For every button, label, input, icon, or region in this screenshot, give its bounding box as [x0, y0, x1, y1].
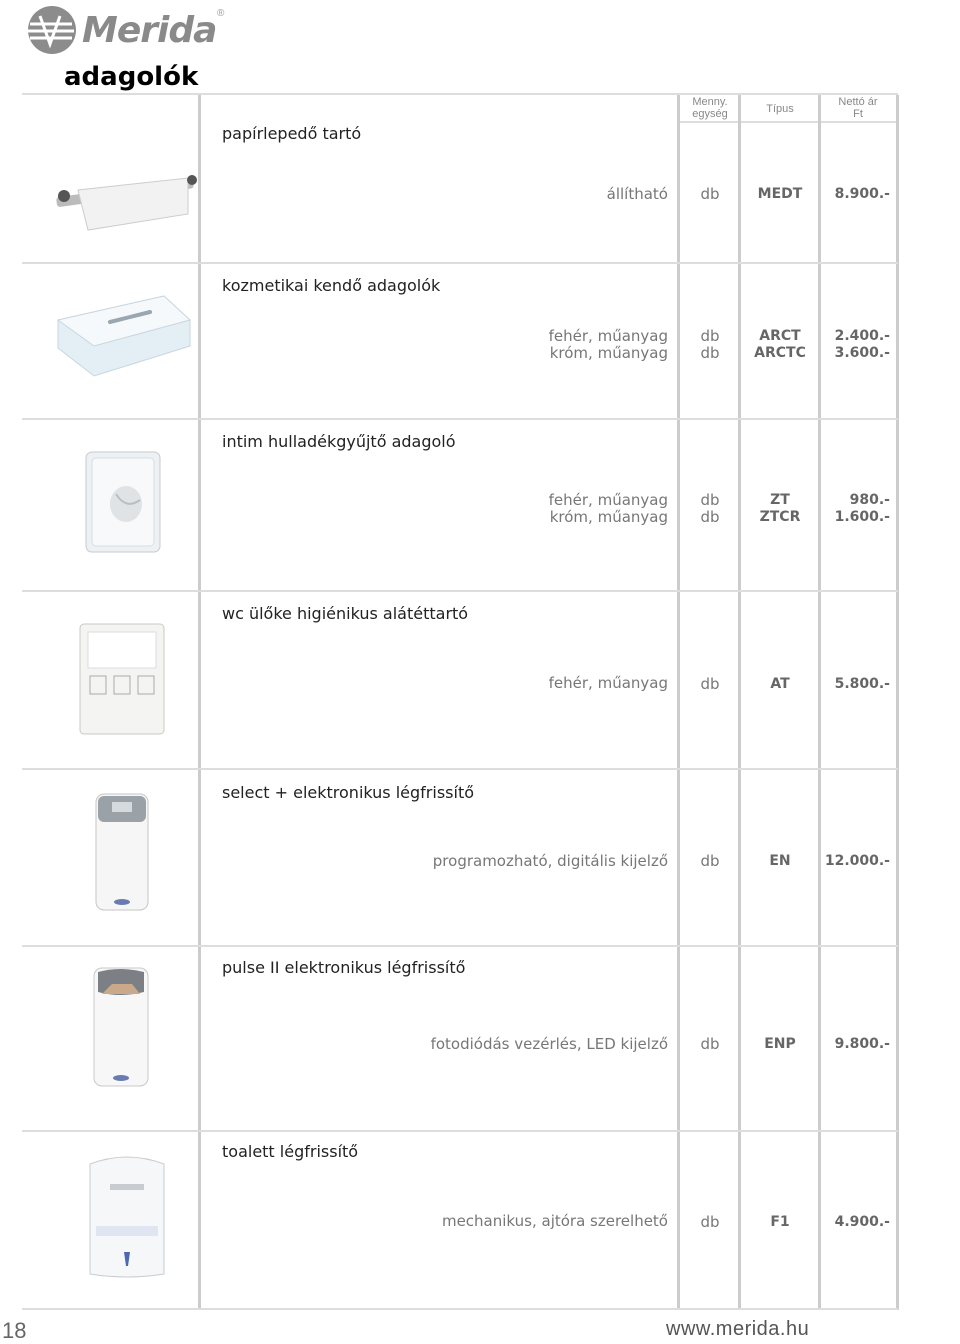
- product-description: króm, műanyag: [549, 344, 668, 362]
- pulse-air-freshener-image: [90, 964, 152, 1090]
- section-separator: [22, 768, 898, 770]
- header-bottom-line: [678, 121, 898, 123]
- section-separator: [22, 262, 898, 264]
- column-divider-price: [818, 95, 821, 1310]
- product-description: programozható, digitális kijelző: [432, 852, 668, 870]
- product-type: ZTCR: [759, 509, 801, 525]
- section-title: intim hulladékgyűjtő adagoló: [222, 432, 456, 451]
- section-separator: [22, 590, 898, 592]
- hygiene-bag-dispenser-image: [82, 448, 164, 556]
- product-type: EN: [769, 853, 791, 869]
- product-type: F1: [770, 1214, 790, 1230]
- product-unit: db: [700, 327, 720, 345]
- product-price: 5.800.-: [834, 676, 890, 692]
- product-description: fehér, műanyag: [548, 491, 668, 509]
- product-type: ARCTC: [754, 345, 806, 361]
- column-divider-type: [738, 95, 741, 1310]
- product-type: ENP: [764, 1036, 796, 1052]
- section-title: wc ülőke higiénikus alátéttartó: [222, 604, 469, 623]
- unit-column-header: Menny. egység: [692, 96, 728, 120]
- product-unit: db: [700, 675, 720, 693]
- header-top-line: [22, 93, 898, 95]
- product-price: 4.900.-: [834, 1214, 890, 1230]
- product-unit: db: [700, 185, 720, 203]
- product-type: ZT: [770, 492, 790, 508]
- product-unit: db: [700, 852, 720, 870]
- product-type: AT: [770, 676, 790, 692]
- section-title: select + elektronikus légfrissítő: [222, 783, 475, 802]
- product-description: fehér, műanyag: [548, 674, 668, 692]
- product-unit: db: [700, 508, 720, 526]
- section-title: pulse II elektronikus légfrissítő: [222, 958, 466, 977]
- section-title: kozmetikai kendő adagolók: [222, 276, 441, 295]
- product-unit: db: [700, 1213, 720, 1231]
- product-price: 980.-: [849, 492, 890, 508]
- toilet-air-freshener-image: [82, 1148, 172, 1282]
- product-description: fehér, műanyag: [548, 327, 668, 345]
- product-type: ARCT: [759, 328, 801, 344]
- section-separator: [22, 418, 898, 420]
- section-separator: [22, 945, 898, 947]
- column-divider-image: [198, 95, 201, 1310]
- product-type: MEDT: [757, 186, 803, 202]
- section-separator: [22, 1130, 898, 1132]
- product-price: 3.600.-: [834, 345, 890, 361]
- product-unit: db: [700, 1035, 720, 1053]
- tissue-dispenser-image: [52, 290, 194, 380]
- brand-name: Merida: [82, 10, 217, 51]
- registered-mark: ®: [217, 8, 225, 19]
- product-price: 2.400.-: [834, 328, 890, 344]
- section-title: papírlepedő tartó: [222, 124, 362, 143]
- product-unit: db: [700, 491, 720, 509]
- section-title: toalett légfrissítő: [222, 1142, 359, 1161]
- product-description: állítható: [606, 185, 668, 203]
- price-column-header: Nettó ár Ft: [838, 96, 878, 120]
- website-link[interactable]: www.merida.hu: [666, 1318, 810, 1340]
- paper-holder-image: [48, 168, 198, 236]
- table-bottom-line: [22, 1308, 898, 1310]
- product-price: 1.600.-: [834, 509, 890, 525]
- product-description: mechanikus, ajtóra szerelhető: [441, 1212, 668, 1230]
- page-title: adagolók: [64, 62, 199, 92]
- type-column-header: Típus: [766, 103, 794, 115]
- product-description: fotodiódás vezérlés, LED kijelző: [430, 1035, 668, 1053]
- electronic-air-freshener-image: [92, 790, 152, 914]
- product-price: 8.900.-: [834, 186, 890, 202]
- column-divider-unit: [677, 95, 680, 1310]
- column-divider-end: [896, 95, 899, 1310]
- product-description: króm, műanyag: [549, 508, 668, 526]
- product-price: 9.800.-: [834, 1036, 890, 1052]
- seat-cover-holder-image: [76, 620, 168, 738]
- product-price: 12.000.-: [824, 853, 890, 869]
- product-unit: db: [700, 344, 720, 362]
- page-number: 18: [2, 1318, 27, 1343]
